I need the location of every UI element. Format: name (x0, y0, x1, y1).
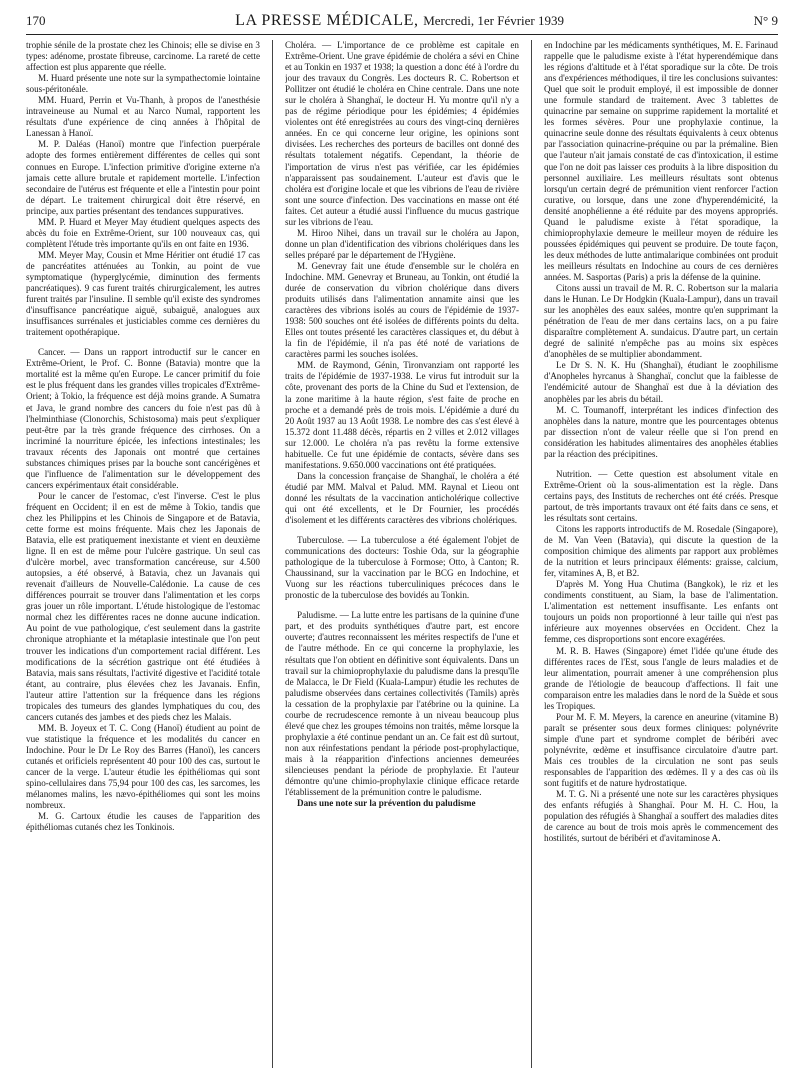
paragraph: Nutrition. — Cette question est absolument vitale en Extrême-Orient où la sous-alimentation est la règle. Dans certains pays, des Instituts de recherches ont été créés. Presque partout, de très importants travaux ont été faits dans ce sens, et les résultats sont certains. (544, 468, 778, 523)
paragraph: M. T. G. Ni a présenté une note sur les caractères physiques des enfants réfugiés à Shanghaï. Pour M. H. C. Hou, la population des réfugiés à Shanghaï a souffert des maladies dites de carence au bout de trois mois après le commencement des hostilités, surtout de béribéri et d'avitaminose A. (544, 789, 778, 844)
paragraph: M. Genevray fait une étude d'ensemble sur le choléra en Indochine. MM. Genevray et Bruneau, au Tonkin, ont étudié la durée de conservation du vibrion cholérique dans divers produits utilisés dans l'alimentation annamite ainsi que les caractères des vibrions isolés au cours de l'épidémie de 1937-1938: 500 souches ont été isolées de différents points du delta. Elles ont toutes présenté les caractères classiques et, du début à la fin de l'épidémie, il n'a pas été noté de variations de caractères parmi les souches isolées. (285, 260, 519, 360)
paragraph: MM. Meyer May, Cousin et Mme Héritier ont étudié 17 cas de pancréatites atténuées au Tonkin, au point de vue symptomatique (hyperglycémie, diminution des ferments pancréatiques). 9 cas furent traités chirurgicalement, les autres furent traités par l'insuline. Il semble qu'il existe des syndromes d'insuffisance pancréatique aiguë, subaiguë, analogues aux insuffisances surrénales et justiciables comme ces dernières du traitement opothérapique. (26, 249, 260, 338)
paragraph: Le Dr S. N. K. Hu (Shanghaï), étudiant le zoophilisme d'Anopheles hyrcanus à Shanghaï, conclut que la faiblesse de l'endémicité autour de Shanghaï est due à la déviation des anophèles par les abris du bétail. (544, 360, 778, 404)
column-1 (26, 40, 260, 1068)
paragraph: M. P. Daléas (Hanoï) montre que l'infection puerpérale adopte des formes entièrement différentes de celles qui sont connues en Europe. L'infection primitive d'origine externe n'a jamais cette allure brutale et rapidement mortelle. L'infection secondaire de l'utérus est fréquente et elle a l'intestin pour point de départ. Le traitement chirurgical doit être réservé, en principe, aux parties présentant des tendances suppuratives. (26, 139, 260, 216)
paragraph: M. Hiroo Nihei, dans un travail sur le choléra au Japon, donne un plan d'identification des vibrions cholériques dans les selles préparé par le département de l'Hygiène. (285, 227, 519, 260)
paragraph: Citons aussi un travail de M. R. C. Robertson sur la malaria dans le Hunan. Le Dr Hodgkin (Kuala-Lampur), dans un travail sur les anophèles des eaux salées, montre qu'en supprimant la pénétration de l'eau de mer dans certains lacs, on a pu faire disparaître complètement A. sundaicus. D'autre part, un certain degré de salinité n'empêche pas au moins six espèces d'anophèles de se multiplier abondamment. (544, 283, 778, 360)
paragraph: Dans la concession française de Shanghaï, le choléra a été étudié par MM. Malval et Palud. MM. Raynal et Lieou ont donné les résultats de la vaccination anticholérique collective qui ont été excellents, et le Dr Fournier, les procédés d'isolement et les différents caractères des vibrions cholériques. (285, 470, 519, 526)
paragraph: D'après M. Yong Hua Chutima (Bangkok), le riz et les condiments constituent, au Siam, la base de l'alimentation. L'alimentation est nettement insuffisante. Les enfants ont toujours un poids non proportionné à leur taille qui n'est pas inférieure aux moyennes observées en Occident. Chez la femme, ces disproportions sont encore exagérées. (544, 579, 778, 645)
paragraph: trophie sénile de la prostate chez les Chinois; elle se divise en 3 types: adénome, prostate fibreuse, carcinome. La rareté de cette affection est plus apparente que réelle. (26, 40, 260, 73)
article-columns (26, 40, 778, 1068)
column-3 (544, 40, 778, 1068)
paragraph: MM. B. Joyeux et T. C. Cong (Hanoï) étudient au point de vue statistique la fréquence et les modalités du cancer en Indochine. Pour le Dr Le Roy des Barres (Hanoï), les cancers cutanés et orificiels représentent 40 pour 100 des cas, surtout le cancer de la verge. L'auteur étudie les épithéliomas qui sont spino-cellulaires dans 75,94 pour 100 des cas, les sarcomes, les mélanomes malins, les nævo-épithéliomes qui sont les moins nombreux. (26, 722, 260, 811)
column-divider (272, 40, 273, 1068)
paragraph: Dans une note sur la prévention du paludisme (297, 798, 476, 809)
paragraph: MM. Huard, Perrin et Vu-Thanh, à propos de l'anesthésie intraveineuse au Numal et au Narco Numal, rapportent les résultats d'une expérience de cinq années à l'hôpital de Lanessan à Hanoï. (26, 95, 260, 139)
column-divider (531, 40, 532, 1068)
paragraph: M. C. Toumanoff, interprétant les indices d'infection des anophèles dans la nature, montre que les pourcentages obtenus par dissection n'ont de valeur réelle que si l'on prend en considération les habitudes alimentaires des anophèles établies par la réaction des précipitines. (544, 404, 778, 459)
paragraph: M. Huard présente une note sur la sympathectomie lointaine sous-péritonéale. (26, 73, 260, 95)
paragraph: Tuberculose. — La tuberculose a été également l'objet de communications des docteurs: Toshie Oda, sur la géographie pathologique de la tuberculose à Formose; Otto, à Canton; R. Chaussinand, sur la vaccination par le BCG en Indochine, et Vuong sur les réactions tuberculiniques précoces dans le pronostic de la tuberculose des bovidés au Tonkin. (285, 535, 519, 601)
paragraph: Citons les rapports introductifs de M. Rosedale (Singapore), de M. Van Veen (Batavia), qui discute la question de la composition chimique des aliments par rapport aux problèmes de la nutrition et leurs principaux éléments: graisse, calcium, fer, vitamines A, B, et B2. (544, 524, 778, 579)
paragraph: Paludisme. — La lutte entre les partisans de la quinine d'une part, et des produits synthétiques d'autre part, est encore ouverte; d'autres reconnaissent les mérites respectifs de l'une et de l'autre méthode. En ce qui concerne la prophylaxie, les résultats que l'on obtient en définitive sont équivalents. Dans un travail sur la chimioprophylaxie du paludisme dans la presqu'île de Malacca, le Dr Field (Kuala-Lampur) étudie les rechutes de paludisme observées dans certaines collectivités (Tamils) après la cessation de la prophylaxie par l'atébrine ou la quinine. La courbe de recrudescence remonte à un niveau beaucoup plus élevé que chez les groupes témoins non traités, même lorsque la prophylaxie a été continue pendant un an. Ce fait est dû surtout, non aux réinfestations pendant la période post-prophylactique, mais à la réapparition d'infections anciennes demeurées silencieuses pendant la période de prophylaxie. Et l'auteur démontre qu'une chimio-prophylaxie clinique efficace retarde l'établissement de la prémunition contre le paludisme. (285, 610, 519, 798)
paragraph: M. R. B. Hawes (Singapore) émet l'idée qu'une étude des différentes races de l'Est, sous l'angle de leurs maladies et de leur alimentation, pourrait amener à une compréhension plus grande de l'étiologie de beaucoup d'affections. Il fait une comparaison entre les maladies dans le nord de la Suède et sous les Tropiques. (544, 645, 778, 711)
page-number: 170 (26, 13, 46, 28)
paragraph: en Indochine par les médicaments synthétiques, M. E. Farinaud rappelle que le paludisme existe à l'état hyperendémique dans les régions d'altitude et à l'état sporadique sur la côte. De trois ans d'expériences méthodiques, il tire les conclusions suivantes: Quel que soit le produit employé, il est impossible de donner une formule standard de traitement. Avec 3 tablettes de quinacrine par semaine on supprime rapidement la mortalité et les formes sévères. Pour une prophylaxie continue, la quinacrine seule donne des résultats équivalents à ceux obtenus par l'association quinacrine-préquine ou par la prémaline. Bien que l'auteur n'ait jamais constaté de cas d'intoxication, il estime que l'on ne doit pas laisser ces produits à la libre disposition du personnel auxiliaire. Les meilleurs résultats sont obtenus lorsqu'un certain degré de prémunition vient renforcer l'action curative, ou lorsque, dans une zone d'hyperendémicité, la densité anophélienne a été réduite par des moyens appropriés. Quand le paludisme existe à l'état sporadique, la chimioprophylaxie demeure le meilleur moyen de réduire les poussées épidémiques qui peuvent se produire. De toute façon, les deux méthodes de lutte antimalarique combinées ont produit les meilleurs résultats en Indochine au cours de ces dernières années. M. Sasportas (Paris) a pris la défense de la quinine. (544, 40, 778, 282)
page-header (26, 12, 778, 34)
column-2 (285, 40, 519, 1068)
paragraph: MM. de Raymond, Génin, Tironvanziam ont rapporté les traits de l'épidémie de 1937-1938. Le virus fut introduit sur la côte, provenant des ports de la Chine du Sud et l'extension, de la zone maritime à la haute région, s'est faite de proche en proche et a demandé près de trois mois. L'épidémie a duré du 20 Août 1937 au 13 Août 1938. Le nombre des cas s'est élevé à 15.372 dont 11.488 décès, répartis en 2 villes et 2.012 villages sur 12.000. Le choléra n'a pas revêtu la forme extensive habituelle. Ce fut une épidémie de contacts, sévère dans ses manifestations. 9.650.000 vaccinations ont été pratiquées. (285, 360, 519, 470)
issue-number: N° 9 (753, 13, 778, 28)
issue-date: Mercredi, 1er Février 1939 (423, 13, 564, 28)
masthead (235, 12, 564, 30)
paragraph: Cancer. — Dans un rapport introductif sur le cancer en Extrême-Orient, le Prof. C. Bonne (Batavia) montre que la mortalité est la même qu'en Europe. Le cancer primitif du foie est le plus fréquent dans les grandes villes tropicales d'Extrême-Orient; à Tokio, la fréquence est déjà moins grande. A Sumatra et Java, le grand nombre des cancers du foie n'est pas dû à l'helminthiase (Clonorchis, Schistosoma) mais peut s'expliquer peut-être par la très grande fréquence des cirrhoses. On a incriminé la nourriture épicée, les infections intestinales; les travaux récents des Japonais ont montré que certaines substances chimiques prises par la bouche sont cancérigènes et que l'influence de l'alimentation sur le développement des cancers expérimentaux était considérable. (26, 347, 260, 490)
paragraph: Choléra. — L'importance de ce problème est capitale en Extrême-Orient. Une grave épidémie de choléra a sévi en Chine et au Tonkin en 1937 et 1938; la question a donc été à l'ordre du jour des travaux du Congrès. Les docteurs R. C. Robertson et Pollitzer ont étudié le choléra en Chine centrale. Dans une note sur le choléra à Shanghaï, le docteur H. Yu montre qu'il n'y a pas de régime périodique pour les épidémies; 4 épidémies violentes ont été enregistrées au cours des vingt-cinq dernières années. En ce qui concerne leur origine, les opinions sont divisées. Les recherches des porteurs de bacilles ont donné des résultats totalement négatifs. Cependant, la théorie de l'importation de virus n'est pas vérifiée, car les épidémies n'apparaissent pas soudainement. L'auteur est d'avis que le choléra est d'origine locale et que les vibrions de l'eau de rivière sont une source d'infection. Des vaccinations en masse ont été faites. Cet auteur a étudié aussi l'influence du mucus gastrique sur les vibrions de l'eau. (285, 40, 519, 227)
paragraph: Pour le cancer de l'estomac, c'est l'inverse. C'est le plus fréquent en Occident; il en est de même à Tokio, tandis que chez les Philippins et les Chinois de Singapore et de Batavia, cette forme est moins fréquente. Mais chez les Japonais de Batavia, elle est pratiquement inexistante et vient en deuxième ligne. Il en est de même pour l'ulcère gastrique. Un seul cas d'ulcère morbel, avec transformation cancéreuse, sur 4.500 autopsies, a été observé, à Batavia, chez un Javanais qui revenait d'ailleurs de Nouvelle-Calédonie. La cause de ces différences pourrait se trouver dans l'alimentation et les corps gras jouer un rôle important. L'étude histologique de l'estomac normal chez les différentes races ne donne aucune indication. Au point de vue pathologique, c'est seulement dans la gastrite chronique atrophiante et la métaplasie intestinale que l'on peut trouver les indications d'un comportement racial différent. Les modifications de la sécrétion gastrique ont été étudiées à Batavia, mais sans résultats, l'activité digestive et l'acidité totale étant, au contraire, plus élevées chez les Javanais. Enfin, l'auteur attire l'attention sur la fréquence dans les régions tropicales des tumeurs des glandes lymphatiques du cou, des cancers cutanés des jambes et des pieds chez les Malais. (26, 490, 260, 722)
journal-title: LA PRESSE MÉDICALE, (235, 12, 419, 29)
paragraph: MM. P. Huard et Meyer May étudient quelques aspects des abcès du foie en Extrême-Orient, sur 100 nouveaux cas, qui complètent l'étude très importante qu'ils en ont faite en 1936. (26, 216, 260, 249)
paragraph: M. G. Cartoux étudie les causes de l'apparition des épithéliomas cutanés chez les Tonkinois. (26, 811, 260, 833)
paragraph: Pour M. F. M. Meyers, la carence en aneurine (vitamine B) paraît se présenter sous deux formes cliniques: polynévrite simple d'une part et syndrome complet de béribéri avec polynévrite, œdème et insuffisance circulatoire d'autre part. Mais ces troubles de la circulation ne sont pas seuls responsables de l'apparition des œdèmes. Il y a des cas où ils sont fugitifs et de nature hydrostatique. (544, 711, 778, 789)
header-rule (26, 34, 778, 35)
